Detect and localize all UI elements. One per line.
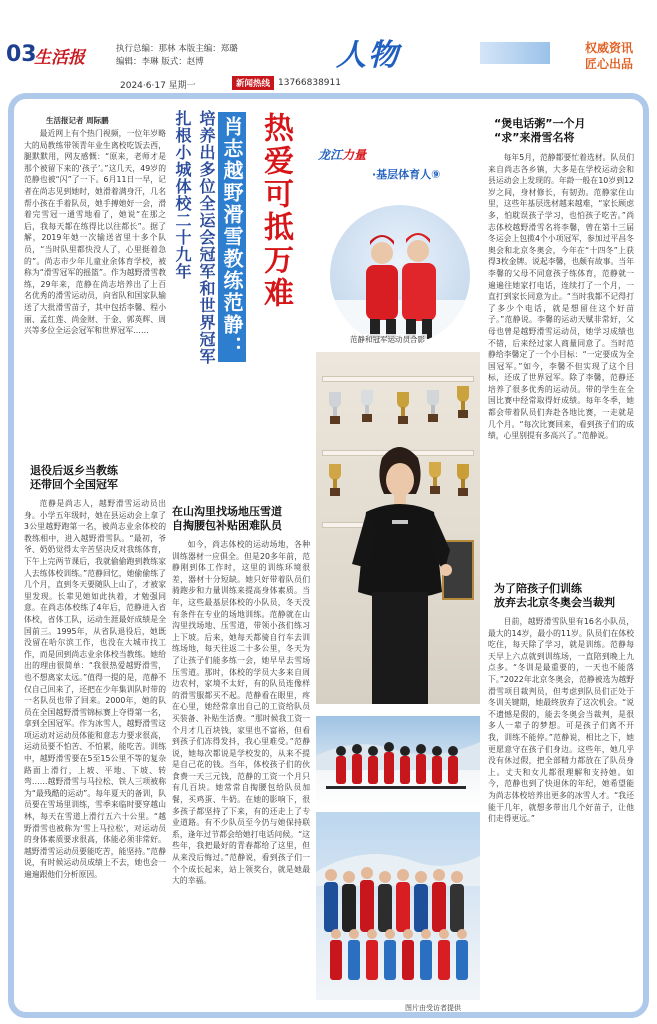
- section1-title-1: 退役后返乡当教练: [30, 464, 118, 477]
- page-number: 03: [6, 42, 37, 67]
- group-illustration: [316, 812, 480, 1000]
- coach-photo: [316, 352, 480, 704]
- trophy-icon: [360, 390, 374, 424]
- team-illustration: [316, 716, 480, 808]
- intro-text: [24, 128, 166, 448]
- trophy-shelf-top: [322, 376, 474, 382]
- meta-line-2: 编辑：李琳 版式：赵博: [116, 57, 204, 67]
- section1-text: [24, 498, 166, 1006]
- section2-title-2: 自掏腰包补贴困难队员: [172, 519, 282, 532]
- section3-title-1: “煲电话粥”一个月: [494, 117, 586, 130]
- section2-paragraph: 如今，尚志体校的运动场地，各种训练器材一应俱全。但是20多年前，范静刚到体工作时，这里的训练环境很差，器材十分短缺。她只好带着队员们骑跑步和力量训练来提高身体素质。当年，这些最基层体校的小队员，冬天没有条件在专业的场地训练。范静就在山沟里找场地、压雪道，带领小孩们练习上下坡。后来，她每天都骑自行车去训练场地，每天往返二十多公里，冬天为了让孩子们能多练一会，她早早去雪场压雪道。那时，体校的学员大多来自周边农村，家境不太好，有的队员连像样的滑雪服都买不起。范静看在眼里，疼在心里，她经常拿出自己的工资给队员买装备、补贴生活费。“那时候我工资一个月才几百块钱，家里也不富裕，但看到孩子们冻得发抖，我心里难受。”范静说，她每次都说是学校发的，从来不提是自己花的钱。当年，体校孩子们的伙食费一天三元钱，范静的工资一个月只有几百块。她常常自掏腰包给队员加餐，买鸡蛋、牛奶。在她的影响下，很多孩子都坚持了下来，有的还走上了专业道路。有不少队员至今仍与她保持联系，逢年过节都会给她打电话问候。“这些年，我把最好的青春都给了这里，但从来没后悔过。”范静说，看到孩子们一个个成长起来，站上领奖台，就是她最大的幸福。: [172, 540, 310, 886]
- section4-title-2: 放弃去北京冬奥会当裁判: [494, 596, 615, 609]
- series-logo-b: 力量: [342, 148, 367, 162]
- section2-text: [172, 539, 310, 1006]
- masthead-meta: [116, 43, 238, 69]
- trophy-icon: [396, 392, 410, 426]
- series-logo: [318, 146, 366, 163]
- group-photo: [316, 812, 480, 1000]
- hotline-number: 13766838911: [278, 78, 341, 88]
- trophy-icon: [426, 390, 440, 424]
- category-title: 人物: [336, 38, 400, 73]
- intro-paragraph: 最近网上有个热门视频，一位年岁略大的局教练带领青年业生离校吃饭去西，腿默默用，网友感慨：“原来，老师才是那个被留下来的‘孩子’。”这几天，49岁的范静也被“闪”了一下。6月11日一早，记者在尚志见到她时，她滑着满身汗，几名帮小孩在手着队员，她手搏她好一会，滑着完雪冠一通雪地看了，她说“在那之后，我每天都在练得比以往都长”。据了解，2019年她一次输送省里十多个队员，“当时队里都快没人了，心里挺着急的”。尚志市少年儿童业余体育学校，被称为“滑雪冠军的摇篮”。作为越野滑雪教练，29年来，范静在尚志培养出了上百名优秀的滑雪运动员，向省队和国家队输送了大批滑雪苗子，其中包括李馨、程小丽、孟红莲、尚金财、于金、郭英辉、周兴等多位全运会冠军和世界冠军……: [24, 129, 166, 336]
- series-logo-a: 龙江: [318, 148, 343, 162]
- section3-paragraph: 每年5月，范静都要忙着选材。队员们来自尚志各乡镇，大多是在学校运动会和县运动会上发现的。年龄一般在10岁到12岁之间，身材修长，有韧劲。范静家住山里，这些年基层选材越来越难，“家长顾虑多，怕耽误孩子学习，也怕孩子吃苦。”尚志体校越野滑雪名将李馨，曾在第十三届冬运会上包揽4个小项冠军，参加过平昌冬奥会和北京冬奥会，今年在“十四冬”上获得3枚金牌。说起李馨，也颇有故事。当年李馨的父母不同意孩子练体育，范静就一遍遍往她家打电话，连续打了一个月，一直打到家长同意为止。“当时我都不记得打了多少个电话，就是想留住这个好苗子。”范静说。李馨的运动天赋非常好，父母也曾是越野滑雪运动员，她学习成绩也不错，后来经过家人商量同意了。当时范静给李馨定了一个小目标：“一定要成为全国冠军。”如今，李馨不但实现了这个目标，还成了世界冠军。除了李馨，范静还培养了很多优秀的运动员。带的学生在全国比赛中经常取得好成绩。每年冬季，她都会带着队员们奔赴各地比赛，一走就是几个月。“每次比赛回来，看到孩子们的成绩，心里别提有多高兴了。”范静说。: [488, 153, 634, 441]
- slogan-line-2: 匠心出品: [585, 57, 634, 71]
- trophy-icon: [456, 464, 470, 498]
- section1-title-2: 还带回个全国冠军: [30, 478, 118, 491]
- section2-title-1: 在山沟里找场地压雪道: [172, 505, 282, 518]
- trophy-icon: [328, 392, 342, 426]
- trophy-icon: [328, 464, 342, 498]
- coach-figure: [344, 442, 454, 704]
- headline-main: 热爱可抵万难: [258, 112, 293, 310]
- portrait-illustration: [330, 205, 470, 345]
- section4-text: [488, 616, 634, 1006]
- section-name: 生活报: [34, 48, 85, 68]
- photo-credit: 图片由受访者提供: [405, 1004, 461, 1012]
- trophy-icon: [456, 386, 470, 420]
- portrait-photo: [330, 205, 470, 345]
- meta-line-1: 执行总编：那林 本版主编：郑璐: [116, 44, 238, 54]
- page-header: [0, 0, 657, 92]
- headline-sub-2: 扎根小城体校二十九年: [173, 110, 192, 280]
- section3-title-2: “求”来滑雪名将: [494, 131, 575, 144]
- headline-name: 肖志越野滑雪教练范静：: [218, 112, 246, 362]
- photo-caption: 范静和冠军运动员合影: [350, 335, 425, 344]
- slogan-line-1: 权威资讯: [585, 41, 634, 55]
- issue-date: 2024·6·17 星期一: [120, 81, 196, 91]
- series-title: ·基层体育人⑨: [372, 168, 441, 181]
- section4-paragraph: 目前，越野滑雪队里有16名小队员，最大的14岁，最小的11岁。队员们在体校吃住，每天除了学习，就是训练。范静每天早上六点就到训练场，一直陪到晚上九点多。“冬训是最重要的，一天也不能落下。”2022年北京冬奥会，范静被选为越野滑雪项目裁判员，但考虑到队员们正处于冬训关键期，她最终放弃了这次机会。“说不遗憾是假的，能去冬奥会当裁判，是很多人一辈子的梦想。可是孩子们离不开我，训练不能停。”范静说，相比之下，她更愿意守在孩子们身边。这些年，她几乎没有休过假，把全部精力都放在了队员身上。丈夫和女儿都很理解和支持她。如今，范静也到了快退休的年纪，她希望能为尚志体校培养出更多的冰雪人才。“我还能干几年，就想多带出几个好苗子，让他们走得更远。”: [488, 617, 634, 824]
- team-photo: [316, 716, 480, 808]
- section3-text: [488, 152, 634, 572]
- slogan: [585, 40, 633, 72]
- category-decor-bar: [480, 42, 550, 64]
- byline: 生活报记者 周际鹏: [46, 116, 109, 125]
- hotline-label: 新闻热线: [232, 76, 274, 90]
- section1-paragraph: 范静是尚志人，越野滑雪运动员出身。小学五年级时，她在县运动会上拿了3公里越野跑第一名，被尚志业余体校的教练相中，进入越野滑雪队。“最初，爷爷、奶奶觉得太辛苦坚决反对我练体育，下午上完两节课后，我就偷偷跑到教练家人去练体校训练。”范静回忆，她偷偷练了几个月，直到冬天要随队上山了，才被家里发现。长辈见她如此执着，才勉强同意。在尚志体校练了4年后，范静进入省体校，省体工队，运动生涯最好成绩是全国前三。1995年，从省队退役后，她既没留在哈尔滨工作，也没在大城市找工作，而是回到尚志业余体校当教练。她给出的理由很简单：“我很热爱越野滑雪，也不想离家太远。”值得一提的是，范静不仅自己回来了，还把在少年集训队时带的一名队员也带了回来。2000年，她的队员在全国越野滑雪锦标赛上夺得第一名，拿到全国冠军。作为冰雪人，越野滑雪这项运动对运动员体能和意志力要求很高，运动员要不怕苦、不怕累，能吃苦。训练中，越野滑雪要在5至15公里不等的复杂路面上滑行，上坡、平地、下坡、转弯……越野滑雪与马拉松、铁人三项被称为“最残酷的运动”。每年夏天的备训，队员要在雪场里训练，雪季来临时要穿越山林，每天在雪道上滑行五六十公里。“越野滑雪也被称为‘雪上马拉松’，对运动员的身体素质要求很高，体能必须非常好。越野滑雪运动员要能吃苦，能坚持。”范静说，有时候运动员成绩上不去，她也会一遍遍跟他们分析原因。: [24, 499, 166, 879]
- headline-sub-1: 培养出多位全运会冠军和世界冠军: [197, 110, 216, 365]
- section4-title-1: 为了陪孩子们训练: [494, 582, 582, 595]
